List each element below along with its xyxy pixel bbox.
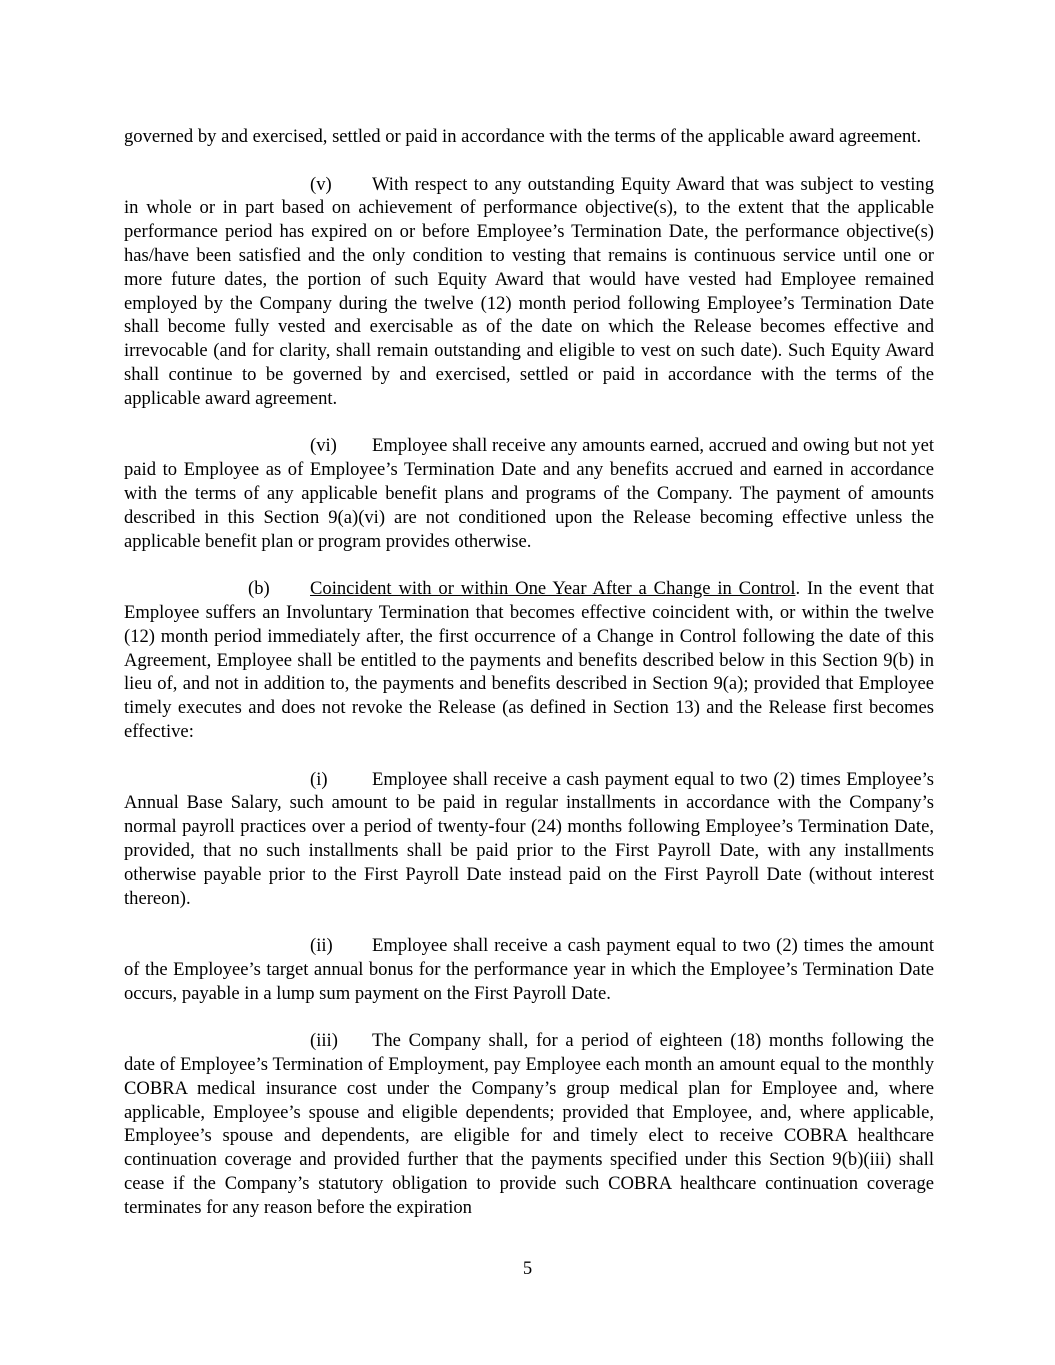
paragraph-marker: (i) [310, 768, 328, 790]
paragraph-text: The Company shall, for a period of eighteen (18) months following the date of Employee’s Termination of Employment, pay Employee each month an amount equal to the monthly COBRA medical insurance cost under the Company’s group medical plan for Employee and, where applicable, Employee’s spouse and eligible dependents; provided that Employee, and, where applicable, Employee’s spouse and dependents, are eligible for and timely elect to receive COBRA healthcare continuation coverage and provided further that the payments specified under this Section 9(b)(iii) shall cease if the Company’s statutory obligation to provide such COBRA healthcare continuation coverage terminates for any reason before the expiration [124, 1030, 934, 1218]
continuation-paragraph: governed by and exercised, settled or paid in accordance with the terms of the applicable award agreement. [124, 126, 922, 147]
page-number: 5 [522, 1258, 533, 1279]
paragraph-marker: (vi) [310, 435, 337, 457]
indent [124, 435, 310, 456]
paragraph-iii [124, 1029, 934, 1219]
paragraph-ii [124, 934, 934, 1005]
indent [124, 935, 310, 956]
indent [124, 578, 248, 599]
paragraph-i [124, 768, 934, 911]
paragraph-text: Employee shall receive a cash payment equal to two (2) times the amount of the Employee’s target annual bonus for the performance year in which the Employee’s Termination Date occurs, payable in a lump sum payment on the First Payroll Date. [124, 935, 934, 1004]
document-page [124, 125, 934, 1243]
section-heading: Coincident with or within One Year After a Change in Control [310, 578, 796, 600]
paragraph-text: Employee shall receive any amounts earned, accrued and owing but not yet paid to Employee as of Employee’s Termination Date and any benefits accrued and earned in accordance with the terms of any applicable benefit plans and programs of the Company. The payment of amounts described in this Section 9(a)(vi) are not conditioned upon the Release becoming effective unless the applicable benefit plan or program provides otherwise. [124, 435, 934, 552]
paragraph-vi [124, 434, 934, 553]
paragraph-b [124, 577, 934, 744]
paragraph-marker: (ii) [310, 935, 333, 957]
paragraph-marker: (iii) [310, 1030, 338, 1052]
indent [124, 769, 310, 790]
paragraph-text: Employee shall receive a cash payment equal to two (2) times Employee’s Annual Base Salary, such amount to be paid in regular installments in accordance with the Company’s normal payroll practices over a period of twenty-four (24) months following Employee’s Termination Date, provided, that no such installments shall be paid prior to the First Payroll Date, with any installments otherwise payable prior to the First Payroll Date instead paid on the First Payroll Date (without interest thereon). [124, 768, 934, 909]
paragraph-marker: (v) [310, 173, 332, 195]
indent [124, 174, 310, 195]
paragraph-text: . In the event that Employee suffers an Involuntary Termination that becomes effective coincident with, or within the twelve (12) month period immediately after, the first occurrence of a Change in Control following the date of this Agreement, Employee shall be entitled to the payments and benefits described below in this Section 9(b) in lieu of, and not in addition to, the payments and benefits described in Section 9(a); provided that Employee timely executes and does not revoke the Release (as defined in Section 13) and the Release first becomes effective: [124, 578, 934, 742]
paragraph-v [124, 173, 934, 411]
paragraph-marker: (b) [248, 578, 270, 600]
indent [124, 1030, 310, 1051]
paragraph-text: With respect to any outstanding Equity Award that was subject to vesting in whole or in part based on achievement of performance objective(s), to the extent that the applicable performance period has expired on or before Employee’s Termination Date, the performance objective(s) has/have been satisfied and the only condition to vesting that remains is continuous service until one or more future dates, the portion of such Equity Award that would have vested had Employee remained employed by the Company during the twelve (12) month period following Employee’s Termination Date shall become fully vested and exercisable as of the date on which the Release becomes effective and irrevocable (and for clarity, shall remain outstanding and eligible to vest on such date). Such Equity Award shall continue to be governed by and exercised, settled or paid in accordance with the terms of the applicable award agreement. [124, 173, 934, 409]
